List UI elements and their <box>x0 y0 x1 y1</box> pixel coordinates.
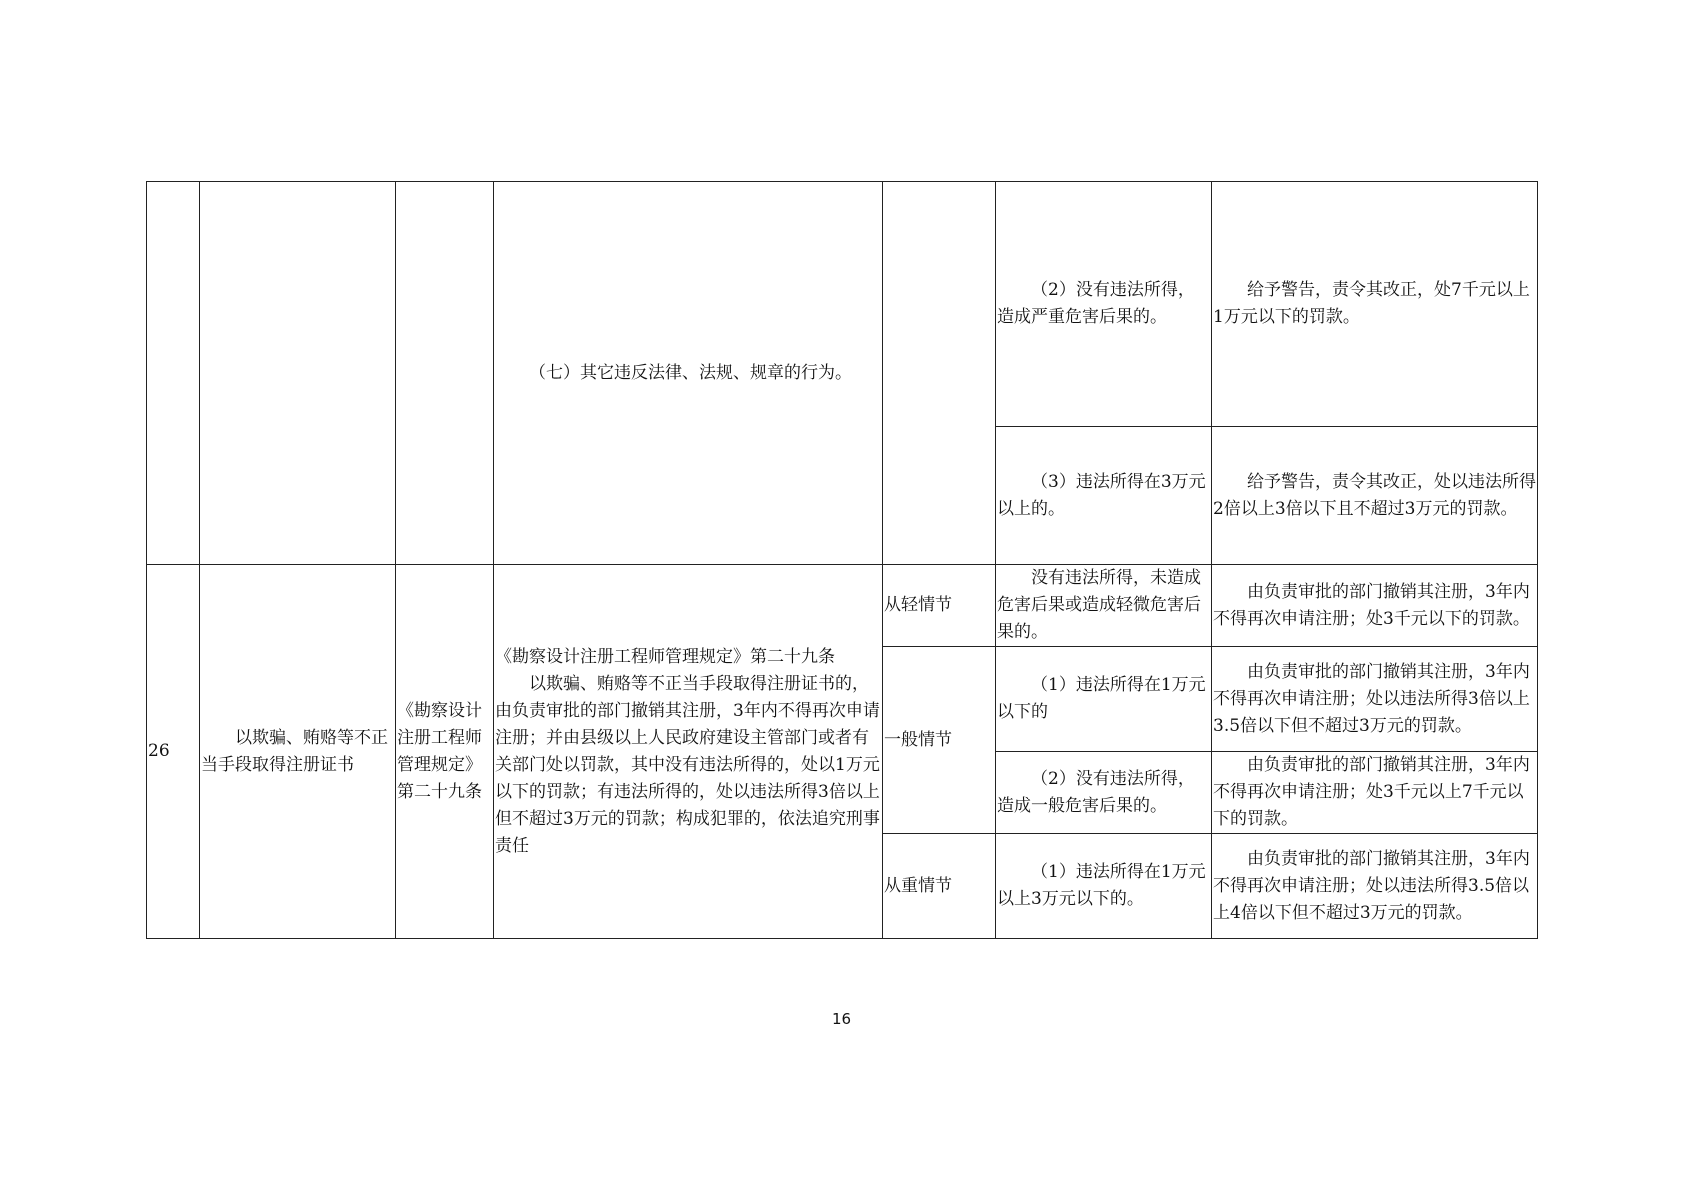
level-light: 从轻情节 <box>883 565 996 647</box>
prev-condition-2: （2）没有违法所得，造成严重危害后果的。 <box>996 182 1212 427</box>
general-condition-1: （1）违法所得在1万元以下的 <box>996 647 1212 752</box>
light-condition: 没有违法所得，未造成危害后果或造成轻微危害后果的。 <box>996 565 1212 647</box>
prev-violation-cell <box>200 182 396 565</box>
light-penalty: 由负责审批的部门撤销其注册，3年内不得再次申请注册；处3千元以下的罚款。 <box>1212 565 1538 647</box>
law-cell <box>494 565 883 939</box>
general-penalty-2: 由负责审批的部门撤销其注册，3年内不得再次申请注册；处3千元以上7千元以下的罚款。 <box>1212 752 1538 834</box>
item-number: 26 <box>147 565 200 939</box>
general-penalty-1: 由负责审批的部门撤销其注册，3年内不得再次申请注册；处以违法所得3倍以上3.5倍以下但不超过3万元的罚款。 <box>1212 647 1538 752</box>
prev-penalty-2: 给予警告，责令其改正，处7千元以上1万元以下的罚款。 <box>1212 182 1538 427</box>
basis-text: 《勘察设计注册工程师管理规定》第二十九条 <box>396 565 494 939</box>
violation-text: 以欺骗、贿赂等不正当手段取得注册证书 <box>200 565 396 939</box>
prev-level-cell <box>883 182 996 565</box>
row-26-light <box>147 565 1538 647</box>
heavy-penalty: 由负责审批的部门撤销其注册，3年内不得再次申请注册；处以违法所得3.5倍以上4倍以下但不超过3万元的罚款。 <box>1212 834 1538 939</box>
prev-row-1 <box>147 182 1538 427</box>
prev-penalty-3: 给予警告，责令其改正，处以违法所得2倍以上3倍以下且不超过3万元的罚款。 <box>1212 427 1538 565</box>
general-condition-2: （2）没有违法所得，造成一般危害后果的。 <box>996 752 1212 834</box>
prev-condition-3: （3）违法所得在3万元以上的。 <box>996 427 1212 565</box>
prev-basis-cell <box>396 182 494 565</box>
page-number: 16 <box>831 1010 852 1028</box>
law-body: 以欺骗、贿赂等不正当手段取得注册证书的，由负责审批的部门撤销其注册，3年内不得再次申请注册；并由县级以上人民政府建设主管部门或者有关部门处以罚款，其中没有违法所得的，处以1万元以下的罚款；有违法所得的，处以违法所得3倍以上但不超过3万元的罚款；构成犯罪的，依法追究刑事责任 <box>495 673 880 856</box>
heavy-condition: （1）违法所得在1万元以上3万元以下的。 <box>996 834 1212 939</box>
prev-number-cell <box>147 182 200 565</box>
penalty-table <box>146 181 1538 939</box>
prev-law-text: （七）其它违反法律、法规、规章的行为。 <box>494 182 883 565</box>
level-heavy: 从重情节 <box>883 834 996 939</box>
law-title: 《勘察设计注册工程师管理规定》第二十九条 <box>495 646 835 667</box>
level-general: 一般情节 <box>883 647 996 834</box>
